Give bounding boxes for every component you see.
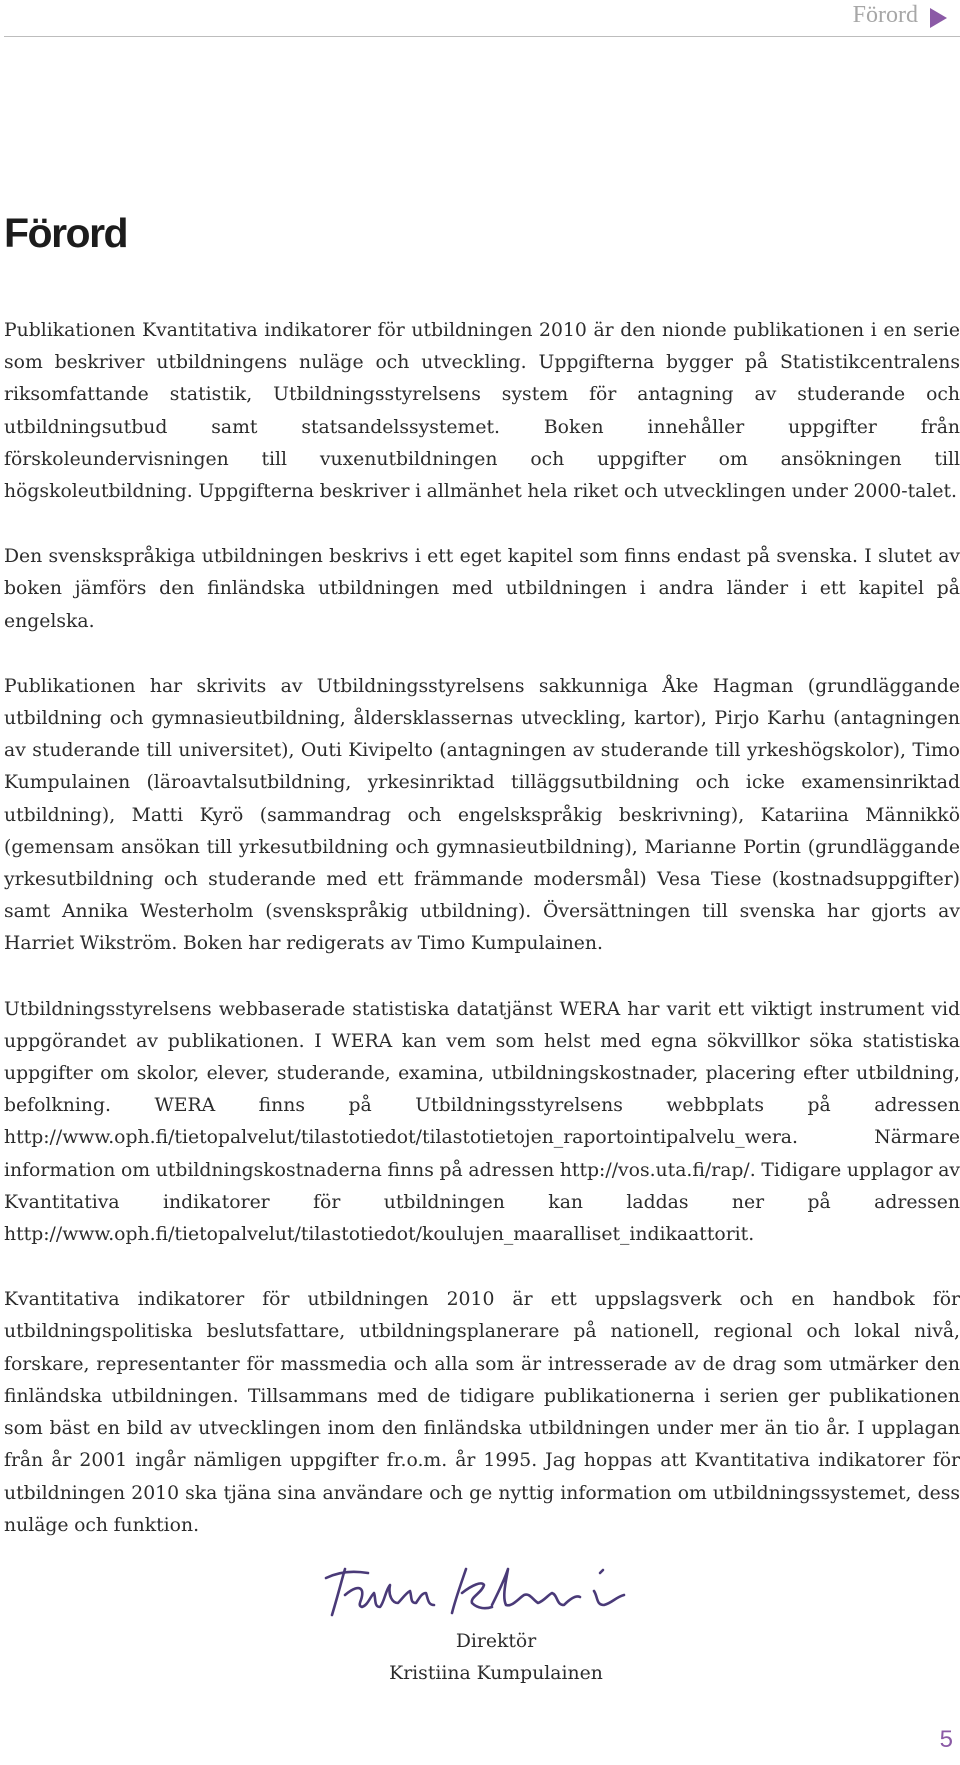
paragraph-3: Publikationen har skrivits av Utbildningsstyrelsens sakkunniga Åke Hagman (grundläggande utbildning och gymnasieutbildning, åldersklassernas utveckling, kartor), Pirjo Karhu (antagningen av studerande till universitet), Outi Kivipelto (antagningen av studerande till yrkeshögskolor), Timo Kumpulainen (läroavtalsutbildning, yrkesinriktad tilläggsutbildning och icke examensinriktad utbildning), Matti Kyrö (sammandrag och engelskspråkig beskrivning), Katariina Männikkö (gemensam ansökan till yrkesutbildning och gymnasieutbildning), Marianne Portin (grundläggande yrkesutbildning och studerande med ett främmande modersmål) Vesa Tiese (kostnadsuppgifter) samt Annika Westerholm (svenskspråkig utbildning). Översättningen till svenska har gjorts av Harriet Wikström. Boken har redigerats av Timo Kumpulainen. — [4, 675, 960, 955]
page-number: 5 — [939, 1726, 953, 1753]
running-header — [0, 0, 960, 38]
paragraph-5: Kvantitativa indikatorer för utbildningen 2010 är ett uppslagsverk och en handbok för utbildningspolitiska beslutsfattare, utbildningsplanerare på nationell, regional och lokal nivå, forskare, representanter för massmedia och alla som är intresserade av de drag som utmärker den finländska utbildningen. Tillsammans med de tidigare publikationerna i serien ger publikationen som bäst en bild av utvecklingen inom den finländska utbildningen under mer än tio år. I upplagan från år 2001 ingår nämligen uppgifter fr.o.m. år 1995. Jag hoppas att Kvantitativa indikatorer för utbildningen 2010 ska tjäna sina användare och ge nyttig information om utbildningssystemet, dess nuläge och funktion. — [4, 1289, 960, 1536]
paragraph-2: Den svenskspråkiga utbildningen beskrivs i ett eget kapitel som finns endast på svenska. I slutet av boken jämförs den finländska utbildningen med utbildningen i andra länder i ett kapitel på engelska. — [4, 546, 960, 632]
paragraph-1: Publikationen Kvantitativa indikatorer för utbildningen 2010 är den nionde publikationen i en serie som beskriver utbildningens nuläge och utveckling. Uppgifterna bygger på Statistikcentralens riksomfattande statistik, Utbildningsstyrelsens system för antagning av studerande och utbildningsutbud samt statsandelssystemet. Boken innehåller uppgifter från förskoleundervisningen till vuxenutbildningen och uppgifter om ansökningen till högskoleutbildning. Uppgifterna beskriver i allmänhet hela riket och utvecklingen under 2000-talet. — [4, 320, 960, 503]
signatory-name: Kristiina Kumpulainen — [389, 1663, 603, 1684]
handwritten-signature — [312, 1545, 652, 1635]
triangle-right-icon — [930, 8, 947, 28]
header-section-label: Förord — [852, 2, 918, 28]
page-title: Förord — [4, 210, 128, 256]
paragraph-4: Utbildningsstyrelsens webbaserade statistiska datatjänst WERA har varit ett viktigt instrument vid uppgörandet av publikationen. I WERA kan vem som helst med egna sökvillkor söka statistiska uppgifter om skolor, elever, studerande, examina, utbildningskostnader, placering efter utbildning, befolkning. WERA finns på Utbildningsstyrelsens webbplats på adressen http://www.oph.fi/tietopalvelut/tilastotiedot/tilastotietojen_raportointipalvelu_wera. Närmare information om utbildningskostnaderna finns på adressen http://vos.uta.fi/rap/. Tidigare upplagor av Kvantitativa indikatorer för utbildningen kan laddas ner på adressen http://www.oph.fi/tietopalvelut/tilastotiedot/koulujen_maaralliset_indikaattorit. — [4, 998, 960, 1246]
body-text — [4, 315, 960, 1575]
signature-scribble — [312, 1545, 652, 1635]
header-rule — [4, 36, 960, 37]
signatory-title: Direktör — [455, 1631, 537, 1652]
